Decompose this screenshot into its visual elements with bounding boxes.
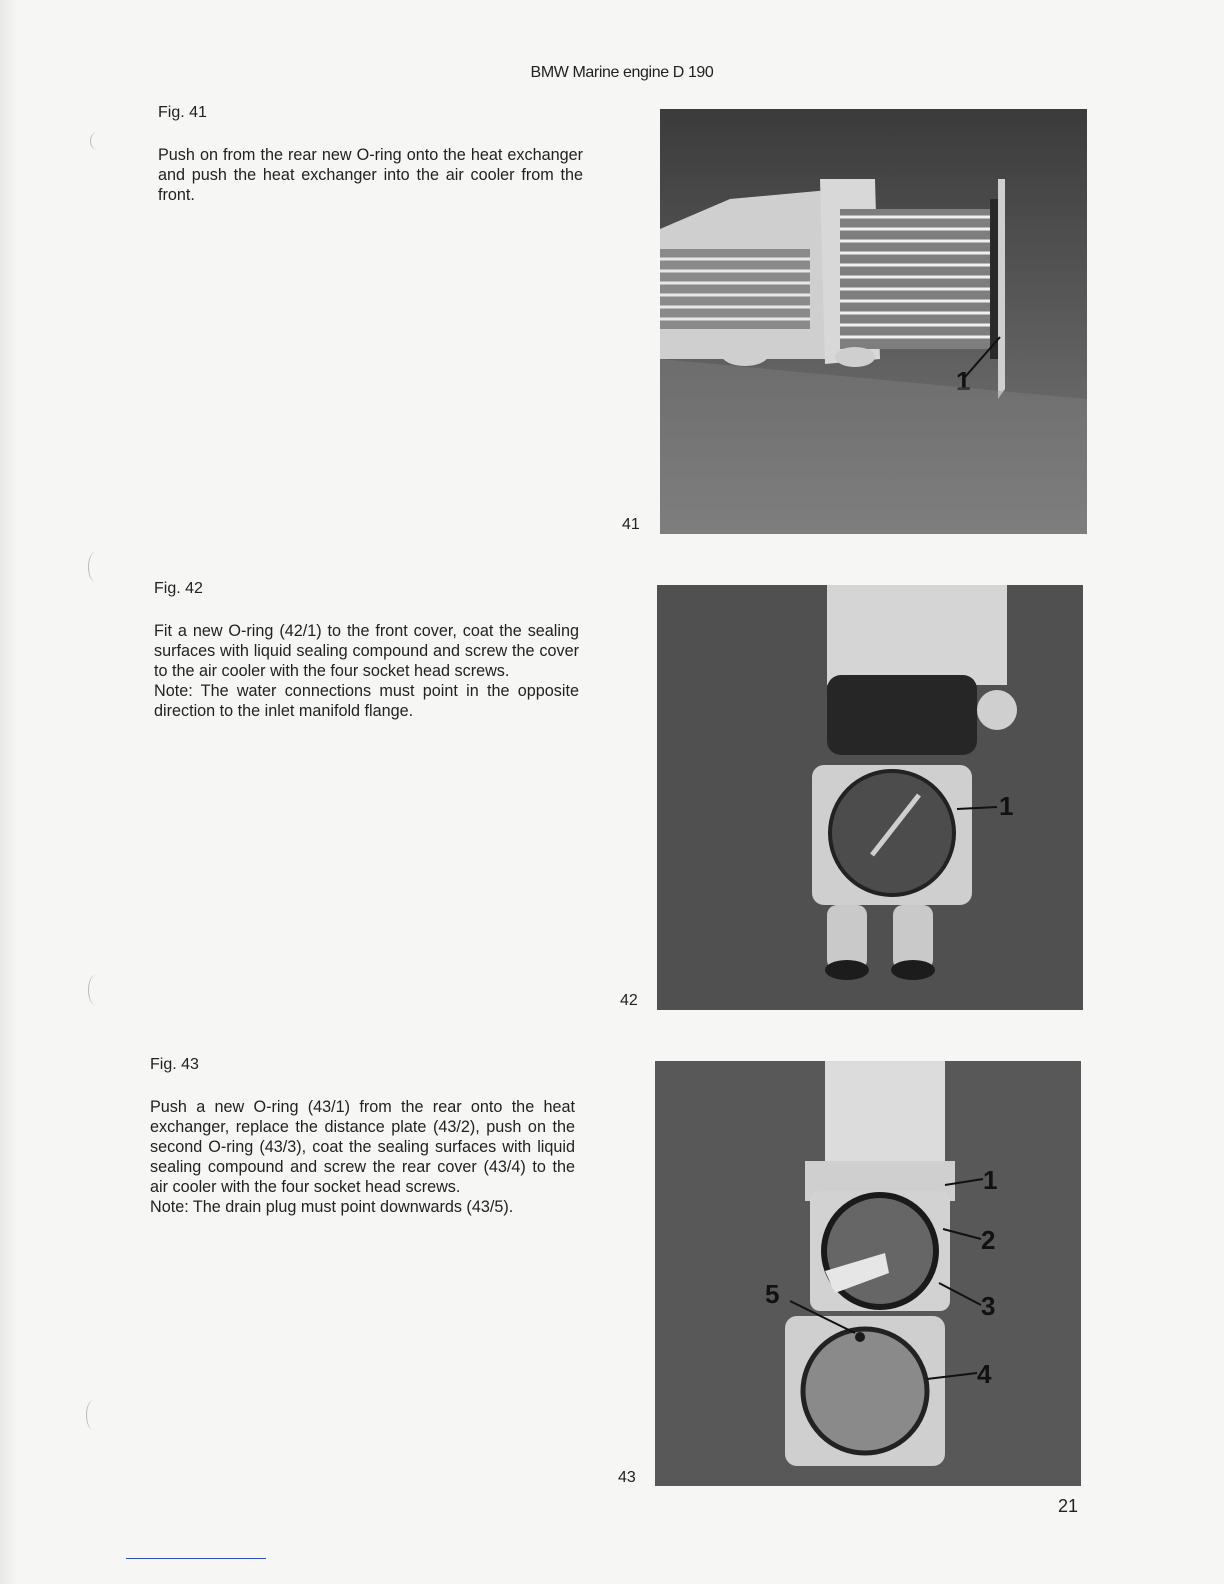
fig43-callout-5: 5 (765, 1279, 780, 1309)
fig43-callout-1: 1 (983, 1165, 998, 1195)
footer-rule (126, 1558, 266, 1559)
margin-mark (86, 1400, 101, 1430)
margin-mark (90, 132, 105, 150)
fig41-paragraph: Push on from the rear new O-ring onto the heat exchanger and push the heat exchanger into the air cooler from the front. (158, 146, 583, 204)
fig42-label: Fig. 42 (154, 580, 203, 597)
fig41-number: 41 (622, 516, 640, 533)
fig42-text (154, 621, 579, 721)
fig43-photo (655, 1061, 1081, 1486)
fig43-text (150, 1097, 575, 1217)
fig41-photo (660, 109, 1087, 534)
fig42-note: Note: The water connections must point in the opposite direction to the inlet manifold flange. (154, 682, 579, 720)
fig43-label: Fig. 43 (150, 1056, 199, 1073)
heat-exchanger-photo-icon (660, 109, 1087, 534)
fig42-paragraph: Fit a new O-ring (42/1) to the front cover, coat the sealing surfaces with liquid sealing compound and screw the cover to the air cooler with the four socket head screws. (154, 622, 579, 680)
fig43-note: Note: The drain plug must point downwards (43/5). (150, 1198, 514, 1216)
page-number: 21 (1057, 1496, 1078, 1516)
rear-cover-photo-icon (655, 1061, 1081, 1486)
fig43-callout-3: 3 (981, 1291, 996, 1321)
fig43-callout-4: 4 (977, 1359, 992, 1389)
page-edge (0, 0, 18, 1584)
fig43-paragraph: Push a new O-ring (43/1) from the rear onto the heat exchanger, replace the distance plate (43/2), push on the second O-ring (43/3), coat the sealing surfaces with liquid sealing compound and screw the rear cover (43/4) to the air cooler with the four socket head screws. (150, 1098, 575, 1196)
fig42-number: 42 (620, 992, 638, 1009)
margin-mark (88, 975, 103, 1005)
fig43-callout-2: 2 (981, 1225, 996, 1255)
fig42-callout-1: 1 (999, 791, 1014, 821)
page-header: BMW Marine engine D 190 (530, 64, 714, 81)
margin-mark (88, 552, 103, 582)
fig41-callout-1: 1 (956, 366, 971, 396)
fig41-text (158, 145, 583, 205)
fig43-number: 43 (618, 1469, 636, 1486)
front-cover-photo-icon (657, 585, 1083, 1010)
fig42-photo (657, 585, 1083, 1010)
fig41-label: Fig. 41 (158, 104, 207, 121)
